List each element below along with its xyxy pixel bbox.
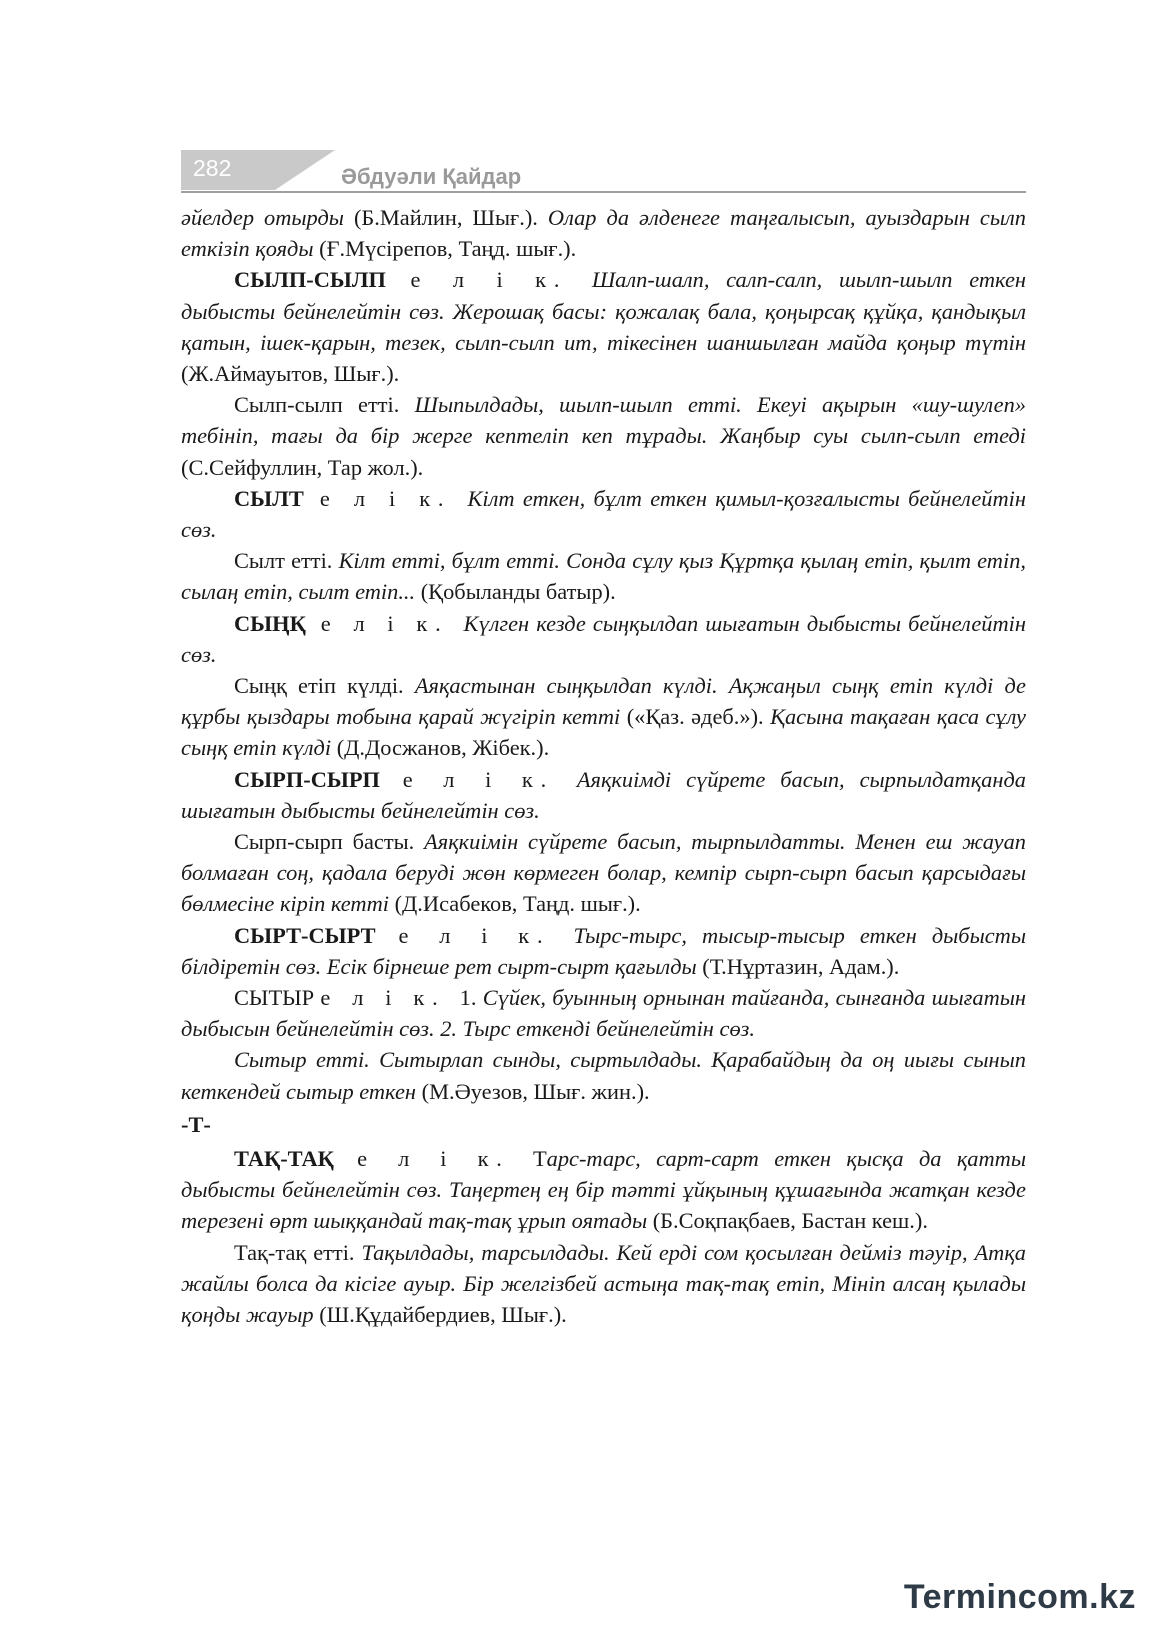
- header-rule: [181, 191, 1026, 193]
- page-number: 282: [193, 155, 232, 181]
- subentry-sylt-etti: Сылт етті. Кілт етті, бұлт етті. Сонда сұлу қыз Құртқа қылаң етіп, қылт етіп, сылаң етіп, сылт етіп... (Қобыланды батыр).: [181, 548, 1026, 605]
- section-letter-heading: -Т-: [181, 1111, 211, 1137]
- entry-headword: СЫРТ-СЫРТ: [234, 922, 376, 948]
- site-watermark: Termincom.kz: [903, 1578, 1136, 1616]
- entry-sytyr: СЫТЫР е л і к. 1. Сүйек, буынның орнынан тайғанда, сынғанда шығатын дыбысын бейнелейтін сөз. 2. Тырс еткенді бейнелейтін сөз.: [181, 985, 1027, 1042]
- entry-sylt: СЫЛТ е л і к. Кілт еткен, бұлт еткен қимыл-қозғалысты бейнелейтін сөз.: [181, 485, 1027, 543]
- entry-synq: СЫҢҚ е л і к. Күлген кезде сыңқылдап шығатын дыбысты бейнелейтін сөз.: [181, 610, 1026, 667]
- dictionary-text: [181, 202, 1026, 1330]
- entry-headword: СЫЛП-СЫЛП: [234, 267, 386, 293]
- entry-taq-taq: ТАҚ-ТАҚ е л і к. Тарс-тарс, сарт-сарт еткен қысқа да қатты дыбысты бейнелейтін сөз. Таңертең ең бір тәтті ұйқының құшағында жатқан кезде терезені өрт шыққандай тақ-тақ ұрып оятады (Б.Соқпақбаев, Бастан кеш.).: [181, 1145, 1027, 1234]
- subentry-synq-etip-kuldi: Сыңқ етіп күлді. Аяқастынан сыңқылдап күлді. Ақжаңыл сыңқ етіп күлді де құрбы қыздары тобына қарай жүгіріп кетті («Қаз. әдеб.»). Қасына тақаған қаса сұлу сыңқ етіп күлді (Д.Досжанов, Жібек.).: [181, 673, 1026, 761]
- subentry-sytyr-etti: Сытыр етті. Сытырлап сынды, сыртылдады. Қарабайдың да оң иығы сынып кеткендей сытыр еткен (М.Әуезов, Шығ. жин.).: [181, 1047, 1026, 1104]
- header-author: Әбдуәли Қайдар: [341, 164, 522, 189]
- entry-headword: СЫЛТ: [234, 485, 304, 511]
- entry-headword: СЫҢҚ: [234, 610, 306, 636]
- running-header: [181, 150, 1026, 195]
- entry-sylp-sylp: СЫЛП-СЫЛП е л і к. Шалп-шалп, салп-салп, шылп-шылп еткен дыбысты бейнелейтін сөз. Жерошақ басы: қожалақ бала, қоңырсақ құйқа, қандықыл қатын, ішек-қарын, тезек, сылп-сылп ит, тікесінен шаншылған майда қоңыр түтін (Ж.Аймауытов, Шығ.).: [181, 267, 1026, 387]
- entry-syrp-syrp: СЫРП-СЫРП е л і к. Аяқкиімді сүйрете басып, сырпылдатқанда шығатын дыбысты бейнелейтін сөз.: [181, 766, 1026, 823]
- subentry-syrp-syrp-basty: Сырп-сырп басты. Аяқкиімін сүйрете басып, тырпылдатты. Менен еш жауап болмаған соң, қадала беруді жөн көрмеген болар, кемпір сырп-сырп басып қарсыдағы бөлмесіне кіріп кетті (Д.Исабеков, Таңд. шығ.).: [181, 829, 1026, 917]
- entry-syrt-syrt: СЫРТ-СЫРТ е л і к. Тырс-тырс, тысыр-тысыр еткен дыбысты білдіретін сөз. Есік бірнеше рет сырт-сырт қағылды (Т.Нұртазин, Адам.).: [181, 922, 1027, 979]
- subentry-taq-taq-etti: Тақ-тақ етті. Тақылдады, тарсылдады. Кей ерді сом қосылған деймiз тәуір, Атқа жайлы болса да кісіге ауыр. Бір желгізбей астыңа тақ-тақ етіп, Мініп алсаң қылады қоңды жауыр (Ш.Құдайбердиев, Шығ.).: [181, 1239, 1026, 1327]
- entry-headword: ТАҚ-ТАҚ: [234, 1145, 334, 1171]
- subentry-sylp-sylp-etti: Сылп-сылп етті. Шыпылдады, шылп-шылп етті. Екеуі ақырын «шу-шулеп» тебініп, тағы да бір жерге кептеліп кеп тұрады. Жаңбыр суы сылп-сылп етеді (С.Сейфуллин, Тар жол.).: [181, 392, 1027, 480]
- entry-headword: СЫРП-СЫРП: [234, 766, 380, 792]
- page-tab-slope: [275, 150, 335, 190]
- entry-continuation: әйелдер отырды (Б.Майлин, Шығ.). Олар да әлденеге таңғалысып, ауыздарын сылп еткізіп қояды (Ғ.Мүсірепов, Таңд. шығ.).: [181, 205, 1026, 262]
